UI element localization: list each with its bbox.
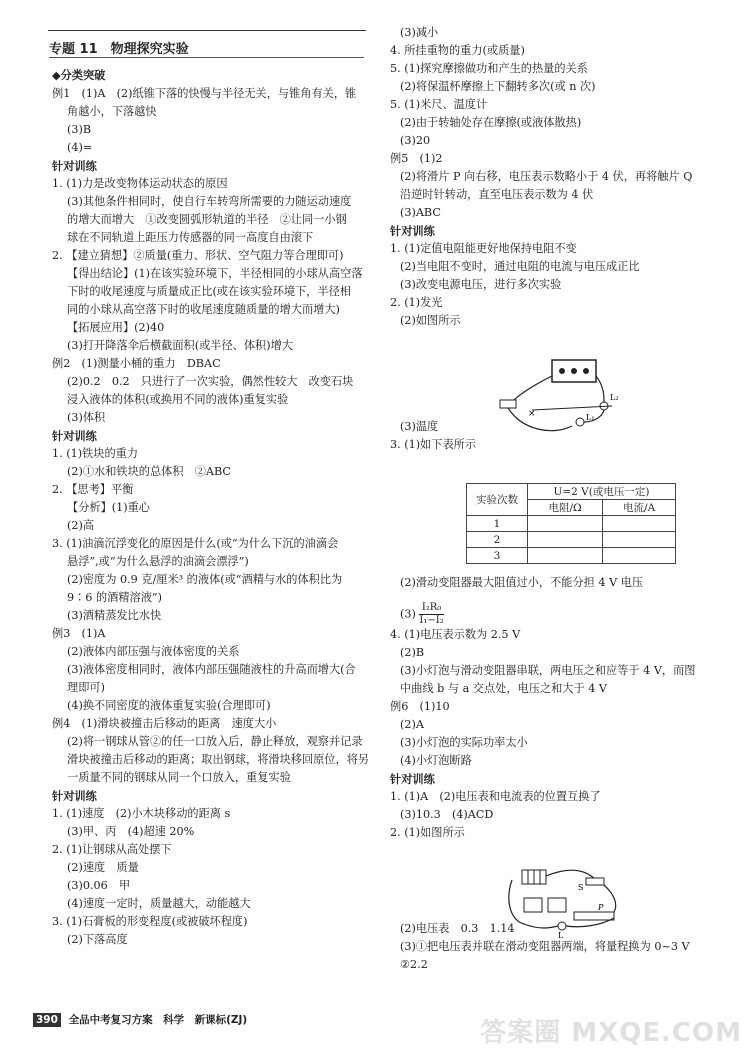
label-l: L	[558, 931, 564, 938]
answer-line: (4)=	[67, 141, 93, 154]
answer-line: 中曲线 b 与 a 交点处，电压之和大于 4 V	[400, 682, 607, 695]
answer-line: 2. 【思考】平衡	[52, 483, 134, 496]
page-footer	[33, 1012, 247, 1027]
rheostat	[574, 912, 614, 920]
answer-line: (2)滑动变阻器最大阻值过小，不能分担 4 V 电压	[400, 576, 644, 589]
subsection-heading: 针对训练	[52, 789, 97, 803]
circuit-diagram-1	[492, 356, 632, 440]
answer-line: 沿逆时针转动，直至电压表示数为 4 伏	[400, 188, 594, 201]
answer-line: (4)换不同密度的液体重复实验(合理即可)	[67, 699, 271, 712]
switch	[586, 878, 604, 885]
answer-line: 球在不同轨道上距压力传感器的同一高度自由滚下	[67, 231, 314, 244]
answer-line: (2)密度为 0.9 克/厘米³ 的液体(或“酒精与水的体积比为	[67, 573, 343, 586]
answer-line: (3)体积	[67, 411, 106, 424]
answer-line: (2)将保温杯摩擦上下翻转多次(或 n 次)	[400, 80, 596, 93]
answer-line: (3)其他条件相同时，使自行车转弯所需要的力随运动速度	[67, 195, 352, 208]
answer-line: 4. 所挂重物的重力(或质量)	[390, 44, 525, 57]
answer-line: 1. (1)铁块的重力	[52, 447, 139, 460]
answer-line: 1. (1)速度 (2)小木块移动的距离 s	[52, 807, 231, 820]
answer-line: (3)B	[67, 123, 92, 136]
subsection-heading: ◆分类突破	[52, 68, 106, 82]
answer-line: (2)0.2 0.2 只进行了一次实验，偶然性较大 改变石块	[67, 375, 354, 388]
answer-line: 2. 【建立猜想】②质量(重力、形状、空气阻力等合理即可)	[52, 249, 344, 262]
answer-line: 例6 (1)10	[390, 700, 450, 713]
answer-line: (3)10.3 (4)ACD	[400, 808, 494, 821]
answer-line: (2)当电阻不变时，通过电阻的电流与电压成正比	[400, 260, 640, 273]
answer-line: 的增大而增大 ①改变圆弧形轨道的半径 ②让同一小钢	[67, 213, 347, 226]
subsection-heading: 针对训练	[52, 429, 97, 443]
answer-line: (3)小灯泡的实际功率太小	[400, 736, 528, 749]
answer-line: 例1 (1)A (2)纸锥下落的快慢与半径无关，与锥角有关，锥	[52, 87, 357, 100]
lamp-l1	[576, 418, 584, 426]
answer-line: 2. (1)如图所示	[390, 826, 465, 839]
subsection-heading: 针对训练	[52, 159, 97, 173]
cross-mark: ×	[528, 409, 536, 419]
answer-line: (2)①水和铁块的总体积 ②ABC	[67, 465, 231, 478]
table-row: 3	[467, 548, 676, 564]
answer-line: 下时的收尾速度与质量成正比(或在该实验环境下，半径相	[67, 285, 352, 298]
answer-line: (2)如图所示	[400, 314, 461, 327]
answer-line: 同的小球从高空落下时的收尾速度随质量的增大而增大)	[67, 303, 340, 316]
answer-line: (3)小灯泡与滑动变阻器串联，两电压之和应等于 4 V，而图	[400, 664, 696, 677]
answer-line: (2)将滑片 P 向右移，电压表示数略小于 4 伏，再将触片 Q	[400, 170, 693, 183]
answer-line: (4)小灯泡断路	[400, 754, 472, 767]
table-row: 2	[467, 532, 676, 548]
answer-line: 3. (1)石膏板的形变程度(或被破坏程度)	[52, 915, 248, 928]
answer-line: (3)ABC	[400, 206, 441, 219]
label-l1: L₁	[586, 413, 595, 422]
answer-line: 2. (1)发光	[390, 296, 443, 309]
book-title: 全品中考复习方案 科学 新课标(ZJ)	[68, 1014, 248, 1026]
answer-line: 5. (1)探究摩擦做功和产生的热量的关系	[390, 62, 588, 75]
lamp	[558, 922, 566, 930]
answer-line: (3)酒精蒸发比水快	[67, 609, 162, 622]
subsection-heading: 针对训练	[390, 224, 435, 238]
table-row: 1	[467, 516, 676, 532]
answer-line: ②2.2	[400, 958, 428, 971]
answer-line: 2. (1)让钢球从高处摆下	[52, 843, 172, 856]
answer-line: 例3 (1)A	[52, 627, 106, 640]
section-title-text: 专题 11 物理探究实验	[49, 42, 189, 57]
answer-line: 例4 (1)滑块被撞击后移动的距离 速度大小	[52, 717, 277, 730]
answer-line: 一质量不同的钢球从同一个口放入，重复实验	[67, 771, 291, 784]
answer-line: (3)温度	[400, 420, 439, 433]
answer-line: 3. (1)油滴沉浮变化的原因是什么(或“为什么下沉的油滴会	[52, 537, 339, 550]
answer-line: (2)将一钢球从管②的任一口放入后，静止释放，观察并记录	[67, 735, 363, 748]
formula-line: (3) $\frac{\text{I₂R₀}}{\text{I₁−I₂}}$	[400, 602, 444, 626]
answer-line: (3)甲、丙 (4)超速 20%	[67, 825, 195, 838]
answer-line: 9∶6 的酒精溶液”)	[67, 591, 163, 604]
ammeter	[524, 898, 542, 912]
answer-line: 浸入液体的体积(或换用不同的液体)重复实验	[67, 393, 289, 406]
answer-line: 4. (1)电压表示数为 2.5 V	[390, 628, 521, 641]
label-l2: L₂	[610, 393, 619, 402]
answer-line: (2)B	[400, 646, 425, 659]
answer-line: (3)减小	[400, 26, 439, 39]
th-current: 电流/A	[603, 500, 676, 516]
answer-line: (3)0.06 甲	[67, 879, 131, 892]
answer-line: 1. (1)A (2)电压表和电流表的位置互换了	[390, 790, 601, 803]
answer-line: (2)下落高度	[67, 933, 128, 946]
answer-line: 角越小，下落越快	[67, 105, 157, 118]
answer-line: 5. (1)米尺、温度计	[390, 98, 488, 111]
answer-line: (4)速度一定时，质量越大，动能越大	[67, 897, 251, 910]
answer-line: 1. (1)定值电阻能更好地保持电阻不变	[390, 242, 577, 255]
switch	[500, 400, 516, 408]
answer-line: (2)液体内部压强与液体密度的关系	[67, 645, 240, 658]
formula-fraction: $\frac{\text{I₂R₀}}{\text{I₁−I₂}}$	[419, 602, 444, 626]
answer-line: (2)由于转轴处存在摩擦(或液体散热)	[400, 116, 582, 129]
subsection-heading: 针对训练	[390, 772, 435, 786]
left-column	[0, 0, 372, 1057]
voltmeter	[548, 898, 566, 912]
answer-line: (2)A	[400, 718, 424, 731]
label-p: P	[598, 903, 604, 912]
answer-line: (3)①把电压表并联在滑动变阻器两端，将量程换为 0~3 V	[400, 940, 690, 953]
answer-line: 例5 (1)2	[390, 152, 443, 165]
answer-line: (2)高	[67, 519, 95, 532]
answer-line: (3)打开降落伞后横截面积(或半径、体积)增大	[67, 339, 293, 352]
th-resistance: 电阻/Ω	[528, 500, 603, 516]
answer-line: 滑块被撞击后移动的距离；取出钢球，将滑块移回原位，将另	[67, 753, 370, 766]
answer-line: 【拓展应用】(2)40	[67, 321, 165, 334]
th-trial: 实验次数	[467, 484, 528, 516]
answer-line: (3)20	[400, 134, 431, 147]
answer-line: (2)电压表 0.3 1.14	[400, 922, 515, 935]
answer-line: 3. (1)如下表所示	[390, 438, 477, 451]
answer-line: (2)速度 质量	[67, 861, 139, 874]
label-s: S	[578, 883, 584, 892]
experiment-table	[466, 483, 676, 564]
answer-line: (3)改变电源电压，进行多次实验	[400, 278, 562, 291]
watermark: 答案圈 MXQE.COM	[480, 1018, 742, 1048]
answer-line: (3)液体密度相同时，液体内部压强随液柱的升高而增大(合	[67, 663, 356, 676]
answer-line: 例2 (1)测量小桶的重力 DBAC	[52, 357, 221, 370]
circuit-diagram-2	[500, 860, 630, 938]
answer-line: 理即可)	[67, 681, 105, 694]
answer-line: 1. (1)力是改变物体运动状态的原因	[52, 177, 228, 190]
th-const: U=2 V(或电压一定)	[528, 484, 676, 500]
answer-line: 悬浮”,或“为什么悬浮的油滴会漂浮”)	[67, 555, 249, 568]
answer-line: 【分析】(1)重心	[67, 501, 150, 514]
answer-line: 【得出结论】(1)在该实验环境下，半径相同的小球从高空落	[67, 267, 363, 280]
page-number: 390	[33, 1013, 61, 1027]
